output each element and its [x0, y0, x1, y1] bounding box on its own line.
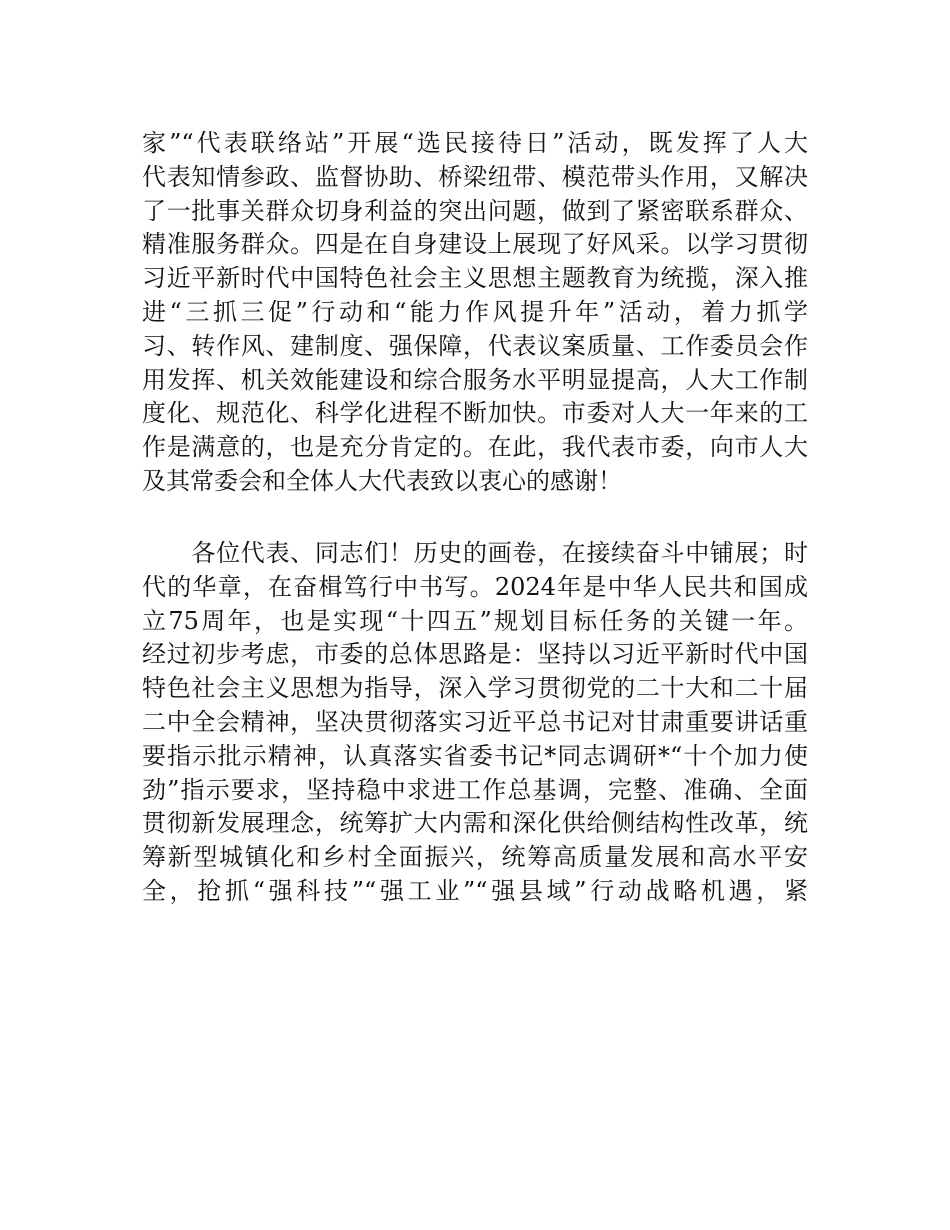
text-line: 进“三抓三促”行动和“能力作风提升年”活动，着力抓学 — [142, 297, 808, 326]
text-line: 筹新型城镇化和乡村全面振兴，统筹高质量发展和高水平安 — [142, 843, 808, 871]
text-line: 习、转作风、建制度、强保障，代表议案质量、工作委员会作 — [142, 331, 808, 360]
text-line: 全，抢抓“强科技”“强工业”“强县域”行动战略机遇，紧 — [142, 876, 808, 905]
paragraph-1 — [142, 123, 808, 495]
text-line: 立75周年，也是实现“十四五”规划目标任务的关键一年。 — [142, 606, 808, 635]
text-line: 贯彻新发展理念，统筹扩大内需和深化供给侧结构性改革，统 — [142, 809, 808, 838]
text-line: 经过初步考虑，市委的总体思路是：坚持以习近平新时代中国 — [142, 640, 808, 669]
text-line: 二中全会精神，坚决贯彻落实习近平总书记对甘肃重要讲话重 — [142, 707, 808, 736]
document-body — [142, 123, 808, 905]
text-line: 度化、规范化、科学化进程不断加快。市委对人大一年来的工 — [142, 399, 808, 428]
text-line: 了一批事关群众切身利益的突出问题，做到了紧密联系群众、 — [142, 196, 808, 225]
text-line: 习近平新时代中国特色社会主义思想主题教育为统揽，深入推 — [142, 264, 808, 292]
text-line: 劲”指示要求，坚持稳中求进工作总基调，完整、准确、全面 — [142, 775, 808, 804]
text-line: 要指示批示精神，认真落实省委书记*同志调研*“十个加力使 — [142, 741, 808, 770]
text-line: 各位代表、同志们！历史的画卷，在接续奋斗中铺展；时 — [142, 538, 808, 567]
paragraph-2 — [142, 533, 808, 905]
text-line: 代表知情参政、监督协助、桥梁纽带、模范带头作用，又解决 — [142, 162, 808, 191]
text-line: 代的华章，在奋楫笃行中书写。2024年是中华人民共和国成 — [142, 572, 808, 601]
paragraph-spacer — [142, 495, 808, 533]
text-line: 特色社会主义思想为指导，深入学习贯彻党的二十大和二十届 — [142, 674, 808, 702]
text-line: 用发挥、机关效能建设和综合服务水平明显提高，人大工作制 — [142, 365, 808, 394]
text-line: 及其常委会和全体人大代表致以衷心的感谢！ — [142, 466, 622, 495]
text-line: 作是满意的，也是充分肯定的。在此，我代表市委，向市人大 — [142, 433, 808, 461]
text-line: 精准服务群众。四是在自身建设上展现了好风采。以学习贯彻 — [142, 230, 808, 259]
text-line: 家”“代表联络站”开展“选民接待日”活动，既发挥了人大 — [142, 129, 808, 157]
